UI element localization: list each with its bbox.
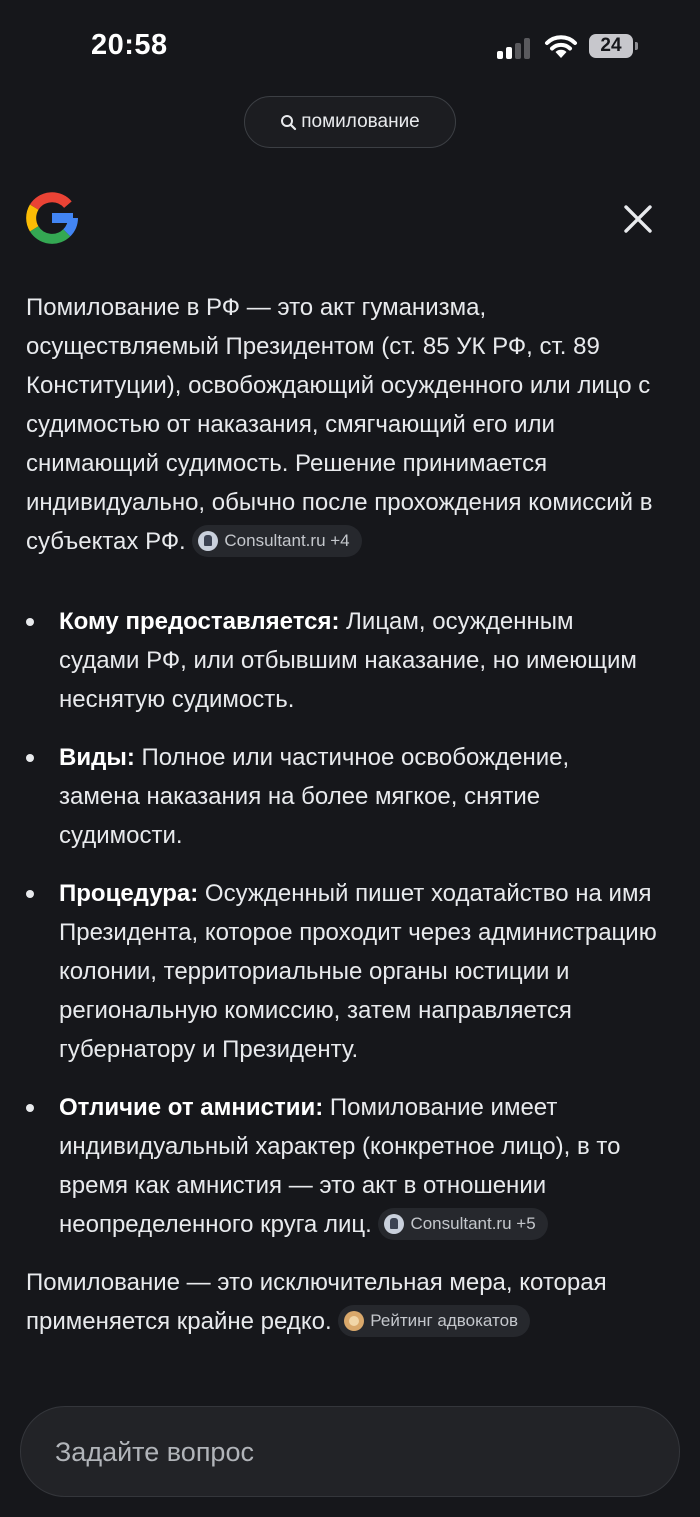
wifi-icon (544, 33, 578, 59)
answer-intro (26, 288, 666, 561)
battery-icon (589, 34, 633, 58)
search-query-chip[interactable] (244, 96, 456, 148)
bullet-title: Виды: (59, 744, 135, 771)
bullet-title: Процедура: (59, 880, 199, 907)
close-icon[interactable] (618, 199, 658, 239)
cellular-signal-icon (497, 37, 533, 59)
ai-answer (26, 288, 676, 1341)
search-icon (280, 114, 297, 131)
source-chip-consultant[interactable] (378, 1208, 547, 1240)
answer-intro-text: Помилование в РФ — это акт гуманизма, осуществляемый Президентом (ст. 85 УК РФ, ст. 89 Конституции), освобождающий осужденного или лицо с судимостью от наказания, смягчающий его или снимающий судимость. Решение принимается индивидуально, обычно после прохождения комиссий в субъектах РФ. (26, 294, 653, 555)
bullet-text: Лицам, осужденным судами РФ, или отбывшим наказание, но имеющим неснятую судимость. (59, 608, 637, 713)
list-item (26, 874, 679, 1069)
list-item (26, 738, 639, 855)
status-bar (0, 0, 700, 90)
source-chip-label: Consultant.ru +4 (224, 530, 350, 550)
bullet-text: Осужденный пишет ходатайство на имя Президента, которое проходит через администрацию колонии, территориальные органы юстиции и региональную комиссию, затем направляется губернатору и Президенту. (59, 880, 657, 1063)
source-chip-label: Рейтинг адвокатов (370, 1310, 519, 1330)
rating-favicon-icon (344, 1311, 364, 1331)
bullet-text: Полное или частичное освобождение, замена наказания на более мягкое, снятие судимости. (59, 744, 570, 849)
google-logo-icon (25, 191, 79, 245)
answer-conclusion-text: Помилование — это исключительная мера, которая применяется крайне редко. (26, 1269, 607, 1335)
answer-conclusion (26, 1263, 671, 1341)
source-chip-label: Consultant.ru +5 (410, 1213, 536, 1233)
source-chip-consultant[interactable] (192, 525, 361, 557)
consultant-favicon-icon (198, 531, 218, 551)
bullet-title: Отличие от амнистии: (59, 1094, 324, 1121)
ask-question-input[interactable] (53, 1407, 657, 1497)
list-item (26, 602, 649, 719)
source-chip-rating[interactable] (338, 1305, 530, 1337)
bullet-title: Кому предоставляется: (59, 608, 340, 635)
consultant-favicon-icon (384, 1214, 404, 1234)
status-time: 20:58 (91, 29, 168, 61)
search-query-text: помилование (301, 111, 420, 132)
list-item (26, 1088, 649, 1244)
ask-question-bar[interactable] (20, 1406, 680, 1497)
battery-tip (635, 42, 638, 50)
battery-level: 24 (600, 35, 622, 56)
bullet-text: Помилование имеет индивидуальный характер (конкретное лицо), в то время как амнистия — это акт в отношении неопределенного круга лиц. (59, 1094, 621, 1238)
answer-bullet-list (26, 602, 676, 1244)
